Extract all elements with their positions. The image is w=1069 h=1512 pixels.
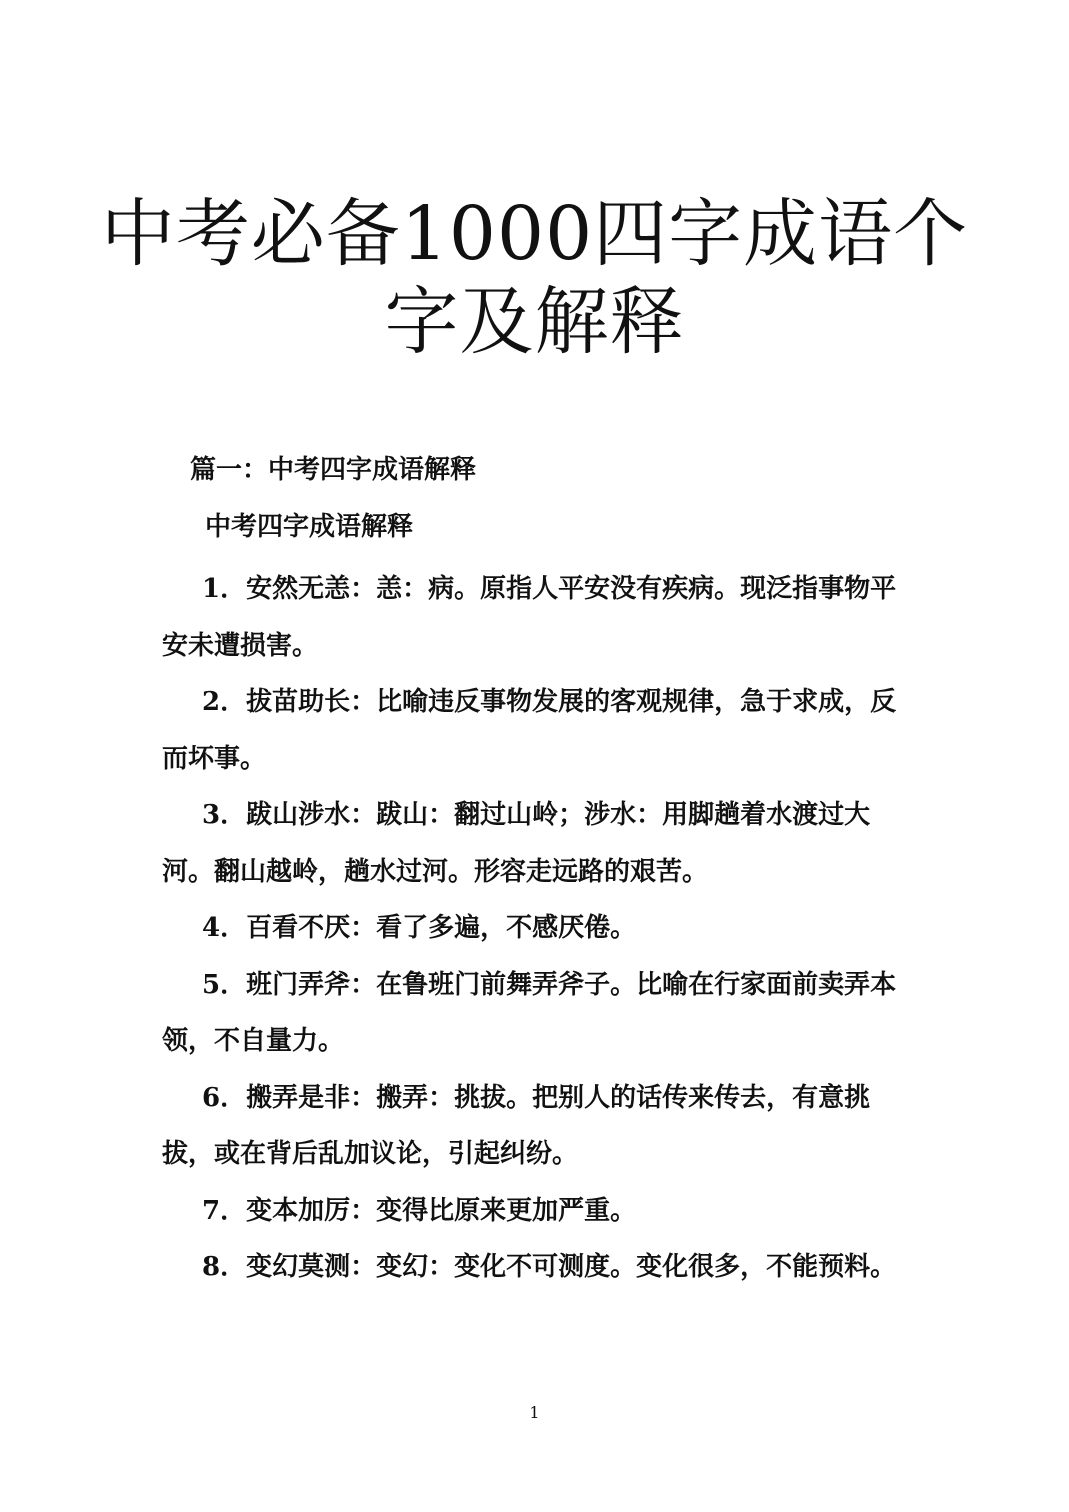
idiom-entry bbox=[162, 561, 907, 674]
sub-heading: 中考四字成语解释 bbox=[205, 512, 414, 542]
entry-text: 拔苗助长：比喻违反事物发展的客观规律，急于求成，反而坏事。 bbox=[162, 687, 897, 774]
entry-number: 3． bbox=[202, 800, 247, 830]
entry-number: 2． bbox=[202, 687, 247, 717]
title-line-2: 字及解释 bbox=[384, 279, 685, 365]
entry-text: 班门弄斧：在鲁班门前舞弄斧子。比喻在行家面前卖弄本领，不自量力。 bbox=[162, 969, 897, 1056]
entry-text: 变幻莫测：变幻：变化不可测度。变化很多，不能预料。 bbox=[246, 1252, 897, 1282]
document-title bbox=[60, 190, 1009, 366]
idiom-entry bbox=[162, 787, 907, 900]
idiom-entry bbox=[162, 957, 907, 1070]
entry-text: 变本加厉：变得比原来更加严重。 bbox=[246, 1195, 637, 1226]
entry-number: 4． bbox=[202, 913, 247, 943]
entry-number: 8． bbox=[202, 1252, 247, 1282]
idiom-entry bbox=[162, 1070, 907, 1183]
idiom-entry bbox=[162, 1183, 907, 1240]
page-number: 1 bbox=[529, 1403, 540, 1422]
section-heading: 篇一：中考四字成语解释 bbox=[190, 455, 477, 485]
idiom-entry bbox=[162, 674, 907, 787]
idiom-list bbox=[162, 561, 907, 1296]
idiom-entry bbox=[162, 900, 907, 957]
idiom-entry bbox=[162, 1239, 907, 1296]
entry-text: 搬弄是非：搬弄：挑拔。把别人的话传来传去，有意挑拔，或在背后乱加议论，引起纠纷。 bbox=[162, 1082, 871, 1169]
entry-number: 5． bbox=[202, 969, 247, 1000]
entry-number: 1． bbox=[202, 574, 247, 604]
entry-number: 6． bbox=[202, 1082, 247, 1113]
entry-text: 百看不厌：看了多遍，不感厌倦。 bbox=[246, 913, 637, 943]
entry-number: 7． bbox=[202, 1195, 247, 1226]
title-line-1: 中考必备1000四字成语个 bbox=[100, 191, 969, 277]
entry-text: 安然无恙：恙：病。原指人平安没有疾病。现泛指事物平安未遭损害。 bbox=[162, 574, 897, 661]
entry-text: 跋山涉水：跋山：翻过山岭；涉水：用脚趟着水渡过大河。翻山越岭，趟水过河。形容走远路的艰苦。 bbox=[162, 800, 871, 887]
